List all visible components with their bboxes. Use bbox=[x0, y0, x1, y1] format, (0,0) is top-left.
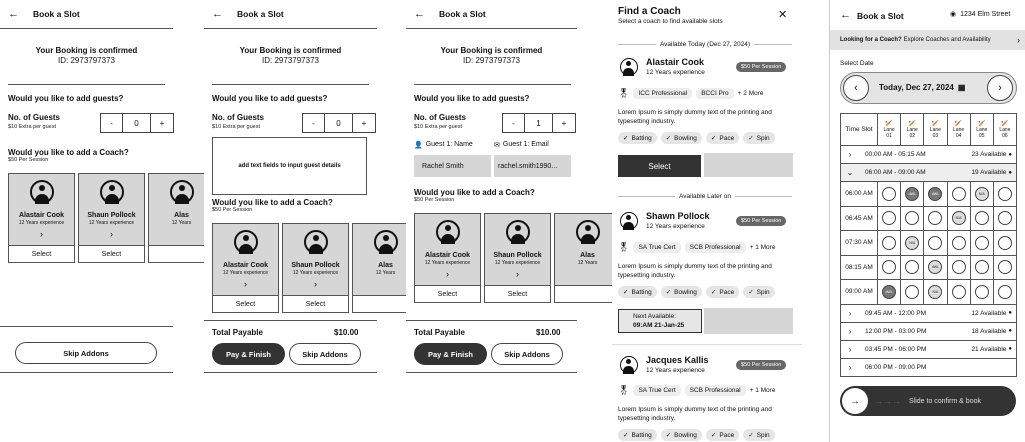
screen-2-add-guests bbox=[204, 0, 396, 442]
cert-chip: SA True Cert bbox=[633, 242, 680, 253]
avatar-icon bbox=[100, 180, 124, 204]
slot-cell[interactable] bbox=[928, 211, 942, 225]
coach-description: Lorem Ipsum is simply dummy text of the printing and typesetting industry. bbox=[618, 406, 772, 422]
slot-cell: N/A bbox=[952, 211, 966, 225]
avatar-icon bbox=[506, 220, 530, 244]
lane-label: Lane 04 bbox=[953, 126, 965, 139]
total-label: Total Payable bbox=[212, 328, 263, 337]
time-group-label: 12:00 PM - 03:00 PM bbox=[865, 327, 927, 335]
coach-card[interactable] bbox=[78, 173, 145, 263]
lane-label: Lane 03 bbox=[929, 126, 941, 139]
lane-header-cell bbox=[971, 114, 994, 145]
skill-tag: ✓ Spin bbox=[743, 429, 774, 441]
slide-to-confirm[interactable] bbox=[840, 386, 1016, 416]
price-badge: $50 Per Session bbox=[736, 216, 786, 226]
coach-question: Would you like to add a Coach? bbox=[8, 148, 129, 157]
coach-experience: 12 Years bbox=[577, 260, 598, 266]
guest-name-label: 👤 Guest 1: Name bbox=[414, 141, 473, 149]
slot-cell: dWL bbox=[882, 285, 896, 299]
lane-header-cell bbox=[901, 114, 924, 145]
time-slot-header: Time Slot bbox=[841, 114, 878, 145]
screen-5-slot-grid bbox=[829, 0, 1024, 442]
check-icon: ✓ bbox=[623, 432, 629, 439]
booking-id: ID: 2973797373 bbox=[262, 56, 319, 65]
slot-cell: dWL bbox=[905, 187, 919, 201]
lane-header-cell bbox=[948, 114, 971, 145]
skill-tag: ✓ Bowling bbox=[661, 429, 702, 441]
cricket-bat-icon: 🏏 bbox=[978, 120, 986, 127]
cricket-bat-icon: 🏏 bbox=[885, 120, 893, 127]
more-certs[interactable]: + 1 More bbox=[749, 387, 776, 394]
chevron-right-icon: › bbox=[848, 362, 852, 372]
coach-experience: 12 Years bbox=[171, 220, 192, 226]
lane-header bbox=[840, 113, 1017, 146]
location-pin-icon: ◉ bbox=[950, 11, 957, 18]
guest-details-placeholder: add text fields to input guest details bbox=[212, 137, 367, 195]
availability-count: 19 Available bbox=[971, 169, 1007, 176]
guests-value: 0 bbox=[123, 114, 151, 132]
mail-icon: ✉ bbox=[494, 142, 500, 149]
time-group-label: 09:45 AM - 12:00 PM bbox=[865, 309, 927, 317]
chevron-right-icon: › bbox=[110, 229, 113, 239]
certifications bbox=[618, 385, 775, 396]
price-badge: $50 Per Session bbox=[736, 62, 786, 72]
select-button[interactable]: Select bbox=[437, 291, 458, 298]
coach-experience: 12 Years experience bbox=[494, 260, 541, 266]
slot-row bbox=[840, 231, 1017, 256]
screen-4-find-coach bbox=[612, 0, 802, 442]
time-group-row[interactable] bbox=[840, 323, 1017, 341]
cert-chip: SCB Professional bbox=[685, 242, 746, 253]
coach-experience: 12 Years experience bbox=[222, 270, 269, 276]
total-value: $10.00 bbox=[536, 328, 561, 337]
slot-cell[interactable] bbox=[882, 187, 896, 201]
coach-description: Lorem Ipsum is simply dummy text of the printing and typesetting industry. bbox=[618, 263, 772, 279]
slot-grid bbox=[840, 146, 1017, 377]
slot-cell[interactable] bbox=[882, 211, 896, 225]
time-group-row[interactable] bbox=[840, 359, 1017, 377]
pay-finish-button[interactable]: Pay & Finish bbox=[212, 343, 285, 365]
slot-cell[interactable] bbox=[882, 260, 896, 274]
avatar-icon bbox=[620, 356, 638, 374]
skill-tags bbox=[618, 132, 775, 144]
skill-tag: ✓ Pace bbox=[706, 132, 739, 144]
coach-description: Lorem Ipsum is simply dummy text of the printing and typesetting industry. bbox=[618, 109, 772, 125]
award-icon: 🎖 bbox=[618, 242, 630, 252]
booking-confirmed-text: Your Booking is confirmed bbox=[239, 46, 342, 55]
coach-price: $50 Per Session bbox=[212, 207, 253, 213]
slot-cell[interactable] bbox=[975, 285, 989, 299]
cert-chip: SCB Professional bbox=[685, 385, 746, 396]
slot-cell[interactable] bbox=[952, 285, 966, 299]
time-group-row[interactable] bbox=[840, 341, 1017, 359]
chevron-down-icon: ⌄ bbox=[846, 168, 854, 177]
header-title: Book a Slot bbox=[857, 11, 904, 21]
coach-name: Alastair Cook bbox=[18, 212, 65, 219]
select-button[interactable]: Select bbox=[305, 301, 326, 308]
slot-cell[interactable] bbox=[905, 211, 919, 225]
slot-time: 08:15 AM bbox=[841, 256, 878, 280]
time-group-row[interactable] bbox=[840, 146, 1017, 164]
chevron-right-icon: › bbox=[244, 279, 247, 289]
coach-experience: 12 Years experience bbox=[88, 220, 135, 226]
guests-price: $10 Extra per guest bbox=[414, 124, 463, 130]
cricket-bat-icon: 🏏 bbox=[1001, 120, 1009, 127]
coach-experience: 12 Years experience bbox=[292, 270, 339, 276]
avatar-icon bbox=[234, 230, 258, 254]
slot-cell: N/A bbox=[975, 187, 989, 201]
chevron-right-icon: › bbox=[446, 269, 449, 279]
coach-experience: 12 Years experience bbox=[18, 220, 65, 226]
skill-tag: ✓ Pace bbox=[706, 429, 739, 441]
slot-time: 06:00 AM bbox=[841, 182, 878, 206]
guests-question: Would you like to add guests? bbox=[8, 94, 124, 103]
close-icon[interactable]: ✕ bbox=[778, 9, 788, 21]
select-date-label: Select Date bbox=[840, 60, 874, 67]
availability-count: 23 Available bbox=[971, 151, 1007, 158]
guests-question: Would you like to add guests? bbox=[414, 94, 530, 103]
total-value: $10.00 bbox=[334, 328, 359, 337]
date-display[interactable]: Today, Dec 27, 2024 ▦ bbox=[879, 83, 966, 92]
coach-name: Alastair Cook bbox=[222, 262, 269, 269]
chevrons-icon: →→→ bbox=[874, 396, 901, 406]
chevron-right-icon: › bbox=[848, 326, 852, 336]
next-available-box[interactable]: Next Available: 09:AM 21-Jan-25 bbox=[618, 309, 702, 333]
lane-header-cell bbox=[924, 114, 947, 145]
avatar-icon bbox=[170, 180, 194, 204]
slot-cell[interactable] bbox=[905, 260, 919, 274]
slot-cell: dWL bbox=[928, 187, 942, 201]
avatar-icon bbox=[620, 212, 638, 230]
slot-placeholder bbox=[704, 153, 793, 177]
coach-question: Would you like to add a Coach? bbox=[414, 188, 535, 197]
guests-label: No. of Guests bbox=[414, 113, 467, 122]
skill-tag: ✓ Spin bbox=[743, 286, 774, 298]
cricket-bat-icon: 🏏 bbox=[931, 120, 940, 127]
avatar-icon bbox=[436, 220, 460, 244]
skip-addons-button[interactable]: Skip Addons bbox=[15, 342, 157, 364]
chevron-right-icon: › bbox=[314, 279, 317, 289]
select-button[interactable]: Select bbox=[618, 155, 701, 177]
slot-time: 09:00 AM bbox=[841, 280, 878, 304]
coach-experience: 12 Years bbox=[375, 270, 396, 276]
slot-cell[interactable] bbox=[952, 260, 966, 274]
lane-label: Lane 01 bbox=[883, 126, 895, 139]
coach-card[interactable] bbox=[484, 213, 551, 303]
coach-name: Shaun Pollock bbox=[291, 262, 340, 269]
price-badge: $50 Per Session bbox=[736, 360, 786, 370]
coach-name: Alastair Cook bbox=[646, 57, 705, 67]
guests-price: $10 Extra per guest bbox=[8, 124, 57, 130]
slot-cell[interactable] bbox=[998, 236, 1012, 250]
coach-question: Would you like to add a Coach? bbox=[212, 198, 333, 207]
header-title: Book a Slot bbox=[439, 9, 486, 19]
status-dot-icon: ● bbox=[1008, 346, 1012, 352]
coach-experience: 12 Years experience bbox=[646, 367, 705, 374]
booking-id: ID: 2973797373 bbox=[463, 56, 520, 65]
slot-cell[interactable] bbox=[998, 260, 1012, 274]
select-button[interactable]: Select bbox=[101, 251, 122, 258]
slot-time: 06:45 AM bbox=[841, 207, 878, 231]
skill-tags bbox=[618, 429, 775, 441]
header bbox=[0, 0, 173, 28]
booking-id: ID: 2973797373 bbox=[58, 56, 115, 65]
check-icon: ✓ bbox=[665, 432, 672, 439]
header-title: Book a Slot bbox=[33, 9, 80, 19]
more-certs[interactable]: + 1 More bbox=[749, 244, 776, 251]
slot-time: 07:30 AM bbox=[841, 231, 878, 255]
header bbox=[204, 0, 377, 28]
check-icon: ✓ bbox=[623, 289, 629, 296]
guests-value: 1 bbox=[525, 114, 553, 132]
skill-tag: ✓ Bowling bbox=[661, 132, 702, 144]
select-button[interactable]: Select bbox=[31, 251, 52, 258]
lane-header-cell bbox=[994, 114, 1016, 145]
check-icon: ✓ bbox=[623, 135, 629, 142]
slot-cell[interactable] bbox=[998, 285, 1012, 299]
status-dot-icon: ● bbox=[1008, 310, 1012, 316]
check-icon: ✓ bbox=[748, 289, 754, 296]
chevron-right-icon: › bbox=[40, 229, 43, 239]
coach-card[interactable] bbox=[414, 213, 481, 303]
skill-tag: ✓ Batting bbox=[618, 429, 657, 441]
coach-name: Jacques Kallis bbox=[646, 355, 709, 365]
header bbox=[406, 0, 577, 28]
screen-1-booking-confirmed bbox=[0, 0, 192, 442]
slot-cell[interactable] bbox=[975, 236, 989, 250]
coach-experience: 12 Years experience bbox=[424, 260, 471, 266]
availability-count: 21 Available bbox=[971, 345, 1007, 353]
cricket-bat-icon: 🏏 bbox=[954, 120, 963, 127]
back-arrow-icon[interactable]: ← bbox=[414, 8, 425, 20]
chevron-right-icon: › bbox=[848, 344, 852, 354]
certifications bbox=[618, 88, 764, 99]
screen-3-guest-filled bbox=[406, 0, 598, 442]
guests-value: 0 bbox=[325, 114, 353, 132]
slot-row bbox=[840, 280, 1017, 305]
slot-row bbox=[840, 256, 1017, 281]
page-title: Find a Coach bbox=[618, 6, 681, 17]
avatar-icon bbox=[576, 220, 600, 244]
calendar-icon: ▦ bbox=[957, 83, 966, 92]
time-group-label: 06:00 AM - 09:00 AM bbox=[865, 169, 926, 176]
header-title: Book a Slot bbox=[237, 9, 284, 19]
slot-cell[interactable] bbox=[882, 236, 896, 250]
available-today-divider: Available Today (Dec 27, 2024) bbox=[618, 41, 792, 48]
minus-button[interactable]: - bbox=[503, 114, 525, 132]
slot-row bbox=[840, 207, 1017, 232]
coach-name: Alas bbox=[174, 212, 189, 219]
slot-cell[interactable] bbox=[952, 236, 966, 250]
check-icon: ✓ bbox=[665, 289, 672, 296]
arrow-right-icon[interactable]: → bbox=[842, 388, 868, 414]
check-icon: ✓ bbox=[748, 135, 754, 142]
coach-banner[interactable]: Looking for a Coach? Explore Coaches and Availability › bbox=[830, 30, 1025, 50]
guest-email-input[interactable]: rachel.smith1990... bbox=[494, 155, 571, 177]
status-dot-icon: ● bbox=[1008, 151, 1012, 158]
skip-addons-button[interactable]: Skip Addons bbox=[491, 343, 563, 365]
select-button[interactable]: Select bbox=[507, 291, 528, 298]
select-button[interactable]: Select bbox=[235, 301, 256, 308]
skip-addons-button[interactable]: Skip Addons bbox=[289, 343, 361, 365]
award-icon: 🎖 bbox=[618, 385, 630, 395]
time-group-label: 00:00 AM - 05:15 AM bbox=[865, 151, 926, 158]
lane-label: Lane 02 bbox=[906, 126, 918, 139]
pay-finish-button[interactable]: Pay & Finish bbox=[414, 343, 487, 365]
slot-cell: dWL bbox=[928, 260, 942, 274]
cricket-bat-icon: 🏏 bbox=[908, 120, 916, 127]
slot-cell[interactable] bbox=[928, 236, 942, 250]
guests-stepper[interactable] bbox=[302, 113, 376, 133]
user-icon: 👤 bbox=[414, 142, 423, 149]
next-date-button[interactable]: › bbox=[987, 75, 1013, 101]
coach-name: Alastair Cook bbox=[424, 252, 471, 259]
slot-cell: N/A bbox=[928, 285, 942, 299]
lane-label: Lane 06 bbox=[999, 126, 1011, 139]
chevron-right-icon: › bbox=[1017, 35, 1020, 45]
more-certs[interactable]: + 2 More bbox=[737, 90, 764, 97]
cert-chip: SA True Cert bbox=[633, 385, 680, 396]
check-icon: ✓ bbox=[710, 135, 717, 142]
certifications bbox=[618, 242, 775, 253]
avatar-icon bbox=[374, 230, 398, 254]
avatar-icon bbox=[620, 58, 638, 76]
coach-price: $50 Per Session bbox=[414, 197, 455, 203]
availability-count: 12 Available bbox=[971, 309, 1007, 317]
cert-chip: ICC Professional bbox=[633, 88, 692, 99]
guests-label: No. of Guests bbox=[8, 113, 61, 122]
slide-label: Slide to confirm & book bbox=[909, 397, 981, 405]
slot-cell[interactable] bbox=[998, 211, 1012, 225]
coach-card[interactable] bbox=[282, 223, 349, 313]
back-arrow-icon[interactable]: ← bbox=[840, 9, 851, 21]
skill-tag: ✓ Spin bbox=[743, 132, 774, 144]
avatar-icon bbox=[30, 180, 54, 204]
coach-experience: 12 Years experience bbox=[646, 223, 705, 230]
minus-button[interactable]: - bbox=[101, 114, 123, 132]
coach-experience: 12 Years experience bbox=[646, 69, 705, 76]
time-group-label: 03:45 PM - 06:00 PM bbox=[865, 345, 927, 353]
slot-cell[interactable] bbox=[998, 187, 1012, 201]
time-group-row[interactable] bbox=[840, 305, 1017, 323]
status-dot-icon: ● bbox=[1008, 169, 1012, 176]
check-icon: ✓ bbox=[665, 135, 672, 142]
total-label: Total Payable bbox=[414, 328, 465, 337]
check-icon: ✓ bbox=[710, 289, 717, 296]
coach-name: Shaun Pollock bbox=[493, 252, 542, 259]
plus-button[interactable]: + bbox=[561, 118, 567, 128]
minus-button[interactable]: - bbox=[303, 114, 325, 132]
slot-cell[interactable] bbox=[975, 211, 989, 225]
guest-email-label: ✉ Guest 1: Email bbox=[494, 141, 549, 149]
prev-date-button[interactable]: ‹ bbox=[843, 75, 869, 101]
slot-row bbox=[840, 182, 1017, 207]
time-group-label: 06:00 PM - 09:00 PM bbox=[865, 363, 927, 371]
slot-cell[interactable] bbox=[975, 260, 989, 274]
location[interactable]: ◉ 1234 Elm Street bbox=[950, 10, 1011, 18]
booking-confirmed-text: Your Booking is confirmed bbox=[35, 46, 138, 55]
guests-stepper[interactable] bbox=[502, 113, 576, 133]
coach-card[interactable] bbox=[554, 213, 621, 303]
skill-tag: ✓ Batting bbox=[618, 132, 657, 144]
coach-name: Shaun Pollock bbox=[87, 212, 136, 219]
available-later-divider: Available Later on bbox=[618, 193, 792, 200]
slot-placeholder bbox=[704, 308, 793, 334]
cert-chip: BCCI Pro bbox=[696, 88, 733, 99]
chevron-right-icon: › bbox=[848, 308, 852, 318]
availability-count: 18 Available bbox=[971, 327, 1007, 335]
back-arrow-icon[interactable]: ← bbox=[212, 8, 223, 20]
coach-card[interactable] bbox=[8, 173, 75, 263]
coach-name: Alas bbox=[378, 262, 393, 269]
back-arrow-icon[interactable]: ← bbox=[8, 8, 19, 20]
status-dot-icon: ● bbox=[1008, 328, 1012, 334]
guest-name-input[interactable]: Rachel Smith bbox=[414, 155, 491, 177]
slot-cell[interactable] bbox=[952, 187, 966, 201]
chevron-right-icon: › bbox=[516, 269, 519, 279]
coach-name: Alas bbox=[580, 252, 595, 259]
skill-tag: ✓ Pace bbox=[706, 286, 739, 298]
coach-name: Shawn Pollock bbox=[646, 211, 710, 221]
skill-tag: ✓ Batting bbox=[618, 286, 657, 298]
plus-button[interactable]: + bbox=[361, 118, 367, 128]
guests-label: No. of Guests bbox=[212, 113, 265, 122]
skill-tags bbox=[618, 286, 775, 298]
slot-cell[interactable] bbox=[905, 285, 919, 299]
check-icon: ✓ bbox=[710, 432, 717, 439]
lane-label: Lane 05 bbox=[976, 126, 988, 139]
guests-price: $10 Extra per guest bbox=[212, 124, 261, 130]
time-group-row[interactable] bbox=[840, 164, 1017, 182]
skill-tag: ✓ Bowling bbox=[661, 286, 702, 298]
guests-question: Would you like to add guests? bbox=[212, 94, 328, 103]
coach-card[interactable] bbox=[212, 223, 279, 313]
slot-cell: N/A bbox=[905, 236, 919, 250]
booking-confirmed-text: Your Booking is confirmed bbox=[440, 46, 543, 55]
check-icon: ✓ bbox=[748, 432, 754, 439]
plus-button[interactable]: + bbox=[159, 118, 165, 128]
chevron-right-icon: › bbox=[848, 150, 852, 159]
lane-header-cell bbox=[878, 114, 901, 145]
award-icon: 🎖 bbox=[618, 88, 630, 98]
page-subtitle: Select a coach to find available slots bbox=[618, 18, 723, 25]
avatar-icon bbox=[304, 230, 328, 254]
coach-price: $50 Per Session bbox=[8, 157, 49, 163]
guests-stepper[interactable] bbox=[100, 113, 174, 133]
